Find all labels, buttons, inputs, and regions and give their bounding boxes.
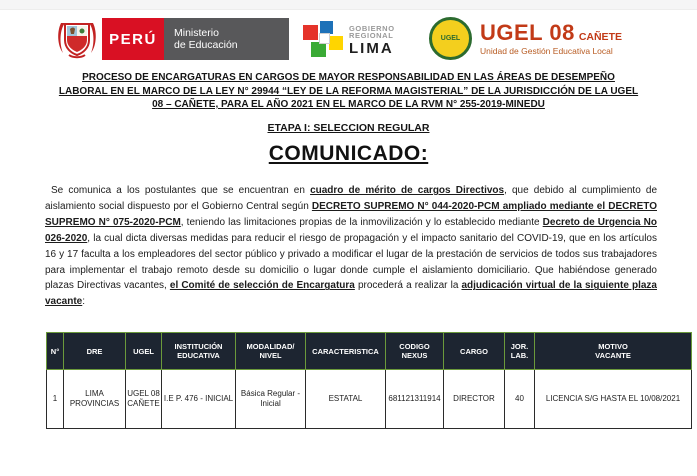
table-header-cell: CODIGO NEXUS	[386, 333, 444, 370]
paragraph-segment: , que debido al cumplimiento de aislamiento social dispuesto por el Gobierno Central según	[45, 185, 658, 212]
peru-coat-of-arms-icon	[54, 16, 100, 62]
paragraph-segment: :	[82, 296, 86, 308]
document-title-line: 08 – CAÑETE, PARA EL AÑO 2021 EN EL MARCO DE LA RVM N° 255-2019-MINEDU	[152, 99, 545, 110]
table-header-cell-label: MOTIVO VACANTE	[595, 342, 631, 360]
paragraph-segment: procederá a realizar la	[354, 280, 462, 292]
gore-squares-icon	[303, 21, 343, 59]
ugel-province: CAÑETE	[578, 30, 622, 43]
gore-line2: REGIONAL	[349, 31, 394, 40]
table-cell: UGEL 08 CAÑETE	[126, 370, 162, 429]
document-title-line: PROCESO DE ENCARGATURAS EN CARGOS DE MAYOR RESPONSABILIDAD EN LAS ÁREAS DE DESEMPEÑO	[82, 72, 615, 83]
stage-heading: ETAPA I: SELECCION REGULAR	[267, 122, 430, 134]
table-cell: 40	[505, 370, 535, 429]
table-header-cell: UGEL	[126, 333, 162, 370]
table-cell: Básica Regular - Inicial	[236, 370, 306, 429]
table-header-cell: DRE	[64, 333, 126, 370]
ministry-line2: de Educación	[174, 39, 238, 51]
top-strip	[0, 0, 697, 10]
minedu-logo	[54, 16, 289, 62]
table-cell: 681121311914	[386, 370, 444, 429]
table-cell: DIRECTOR	[444, 370, 505, 429]
table-header-cell: CARGO	[444, 333, 505, 370]
document-title-line: LABORAL EN EL MARCO DE LA LEY N° 29944 “LEY DE LA REFORMA MAGISTERIAL” DE LA JURISDICCIÓN DE LA UGEL	[58, 85, 639, 97]
ugel-08-canete-logo	[429, 17, 622, 60]
paragraph-segment: adjudicación virtual de la siguiente plaza vacante	[45, 280, 657, 308]
communique-paragraph	[45, 183, 657, 310]
table-cell: LICENCIA S/G HASTA EL 10/08/2021	[535, 370, 692, 429]
table-cell: LIMA PROVINCIAS	[64, 370, 126, 429]
gore-line3: LIMA	[349, 39, 394, 57]
paragraph-segment: , teniendo las limitaciones propias de la inmovilización y lo establecido mediante	[180, 216, 543, 228]
paragraph-segment: cuadro de mérito de cargos Directivos	[310, 185, 505, 196]
table-header-cell: JOR. LAB.	[505, 333, 535, 370]
paragraph-segment: Se comunica a los postulantes que se encuentran en	[51, 185, 311, 196]
logo-band	[0, 14, 697, 66]
ugel-name: UGEL 08	[480, 19, 575, 45]
gore-line1: GOBIERNO	[349, 23, 395, 33]
peru-wordmark: PERÚ	[102, 18, 164, 60]
ugel-emblem-icon: UGEL	[429, 17, 472, 60]
gobierno-regional-lima-logo	[303, 21, 395, 59]
paragraph-segment: , la cual dicta diversas medidas para reducir el riesgo de propagación y el impacto sanitario del COVID-19, que en los artículos 16 y 17 faculta a los empleadores del sector público y privado a modificar el lugar de la prestación de servicios de todos sus trabajadores para implementar el trabajo remoto desde su domicilio o lugar donde cumple el aislamiento domiciliario. Que habiéndose generado plazas Directivas vacantes,	[45, 232, 657, 292]
table-header-cell: CARACTERISTICA	[306, 333, 386, 370]
ugel-wordmark	[480, 19, 622, 56]
table-row	[47, 370, 692, 429]
paragraph-segment: el Comité de selección de Encargatura	[169, 280, 355, 292]
table-header-cell	[535, 333, 692, 370]
table-cell: 1	[47, 370, 64, 429]
ministry-line1: Ministerio	[174, 27, 219, 39]
paragraph-segment: DECRETO SUPREMO N° 044-2020-PCM ampliado mediante el DECRETO SUPREMO N° 075-2020-PCM	[45, 200, 657, 228]
gore-wordmark	[349, 25, 395, 56]
table-cell: ESTATAL	[306, 370, 386, 429]
document-title	[0, 71, 697, 112]
communique-heading: COMUNICADO:	[268, 142, 429, 165]
paragraph-segment: Decreto de Urgencia No 026-2020	[45, 216, 657, 244]
table-header-cell: INSTITUCIÓN EDUCATIVA	[162, 333, 236, 370]
table-header-row	[47, 333, 692, 370]
ministry-of-education-wordmark	[164, 18, 289, 60]
vacancy-table	[46, 332, 692, 429]
table-cell: I.E P. 476 - INICIAL	[162, 370, 236, 429]
table-header-cell: MODALIDAD/ NIVEL	[236, 333, 306, 370]
table-header-cell: N°	[47, 333, 64, 370]
ugel-subtitle: Unidad de Gestión Educativa Local	[480, 45, 613, 56]
